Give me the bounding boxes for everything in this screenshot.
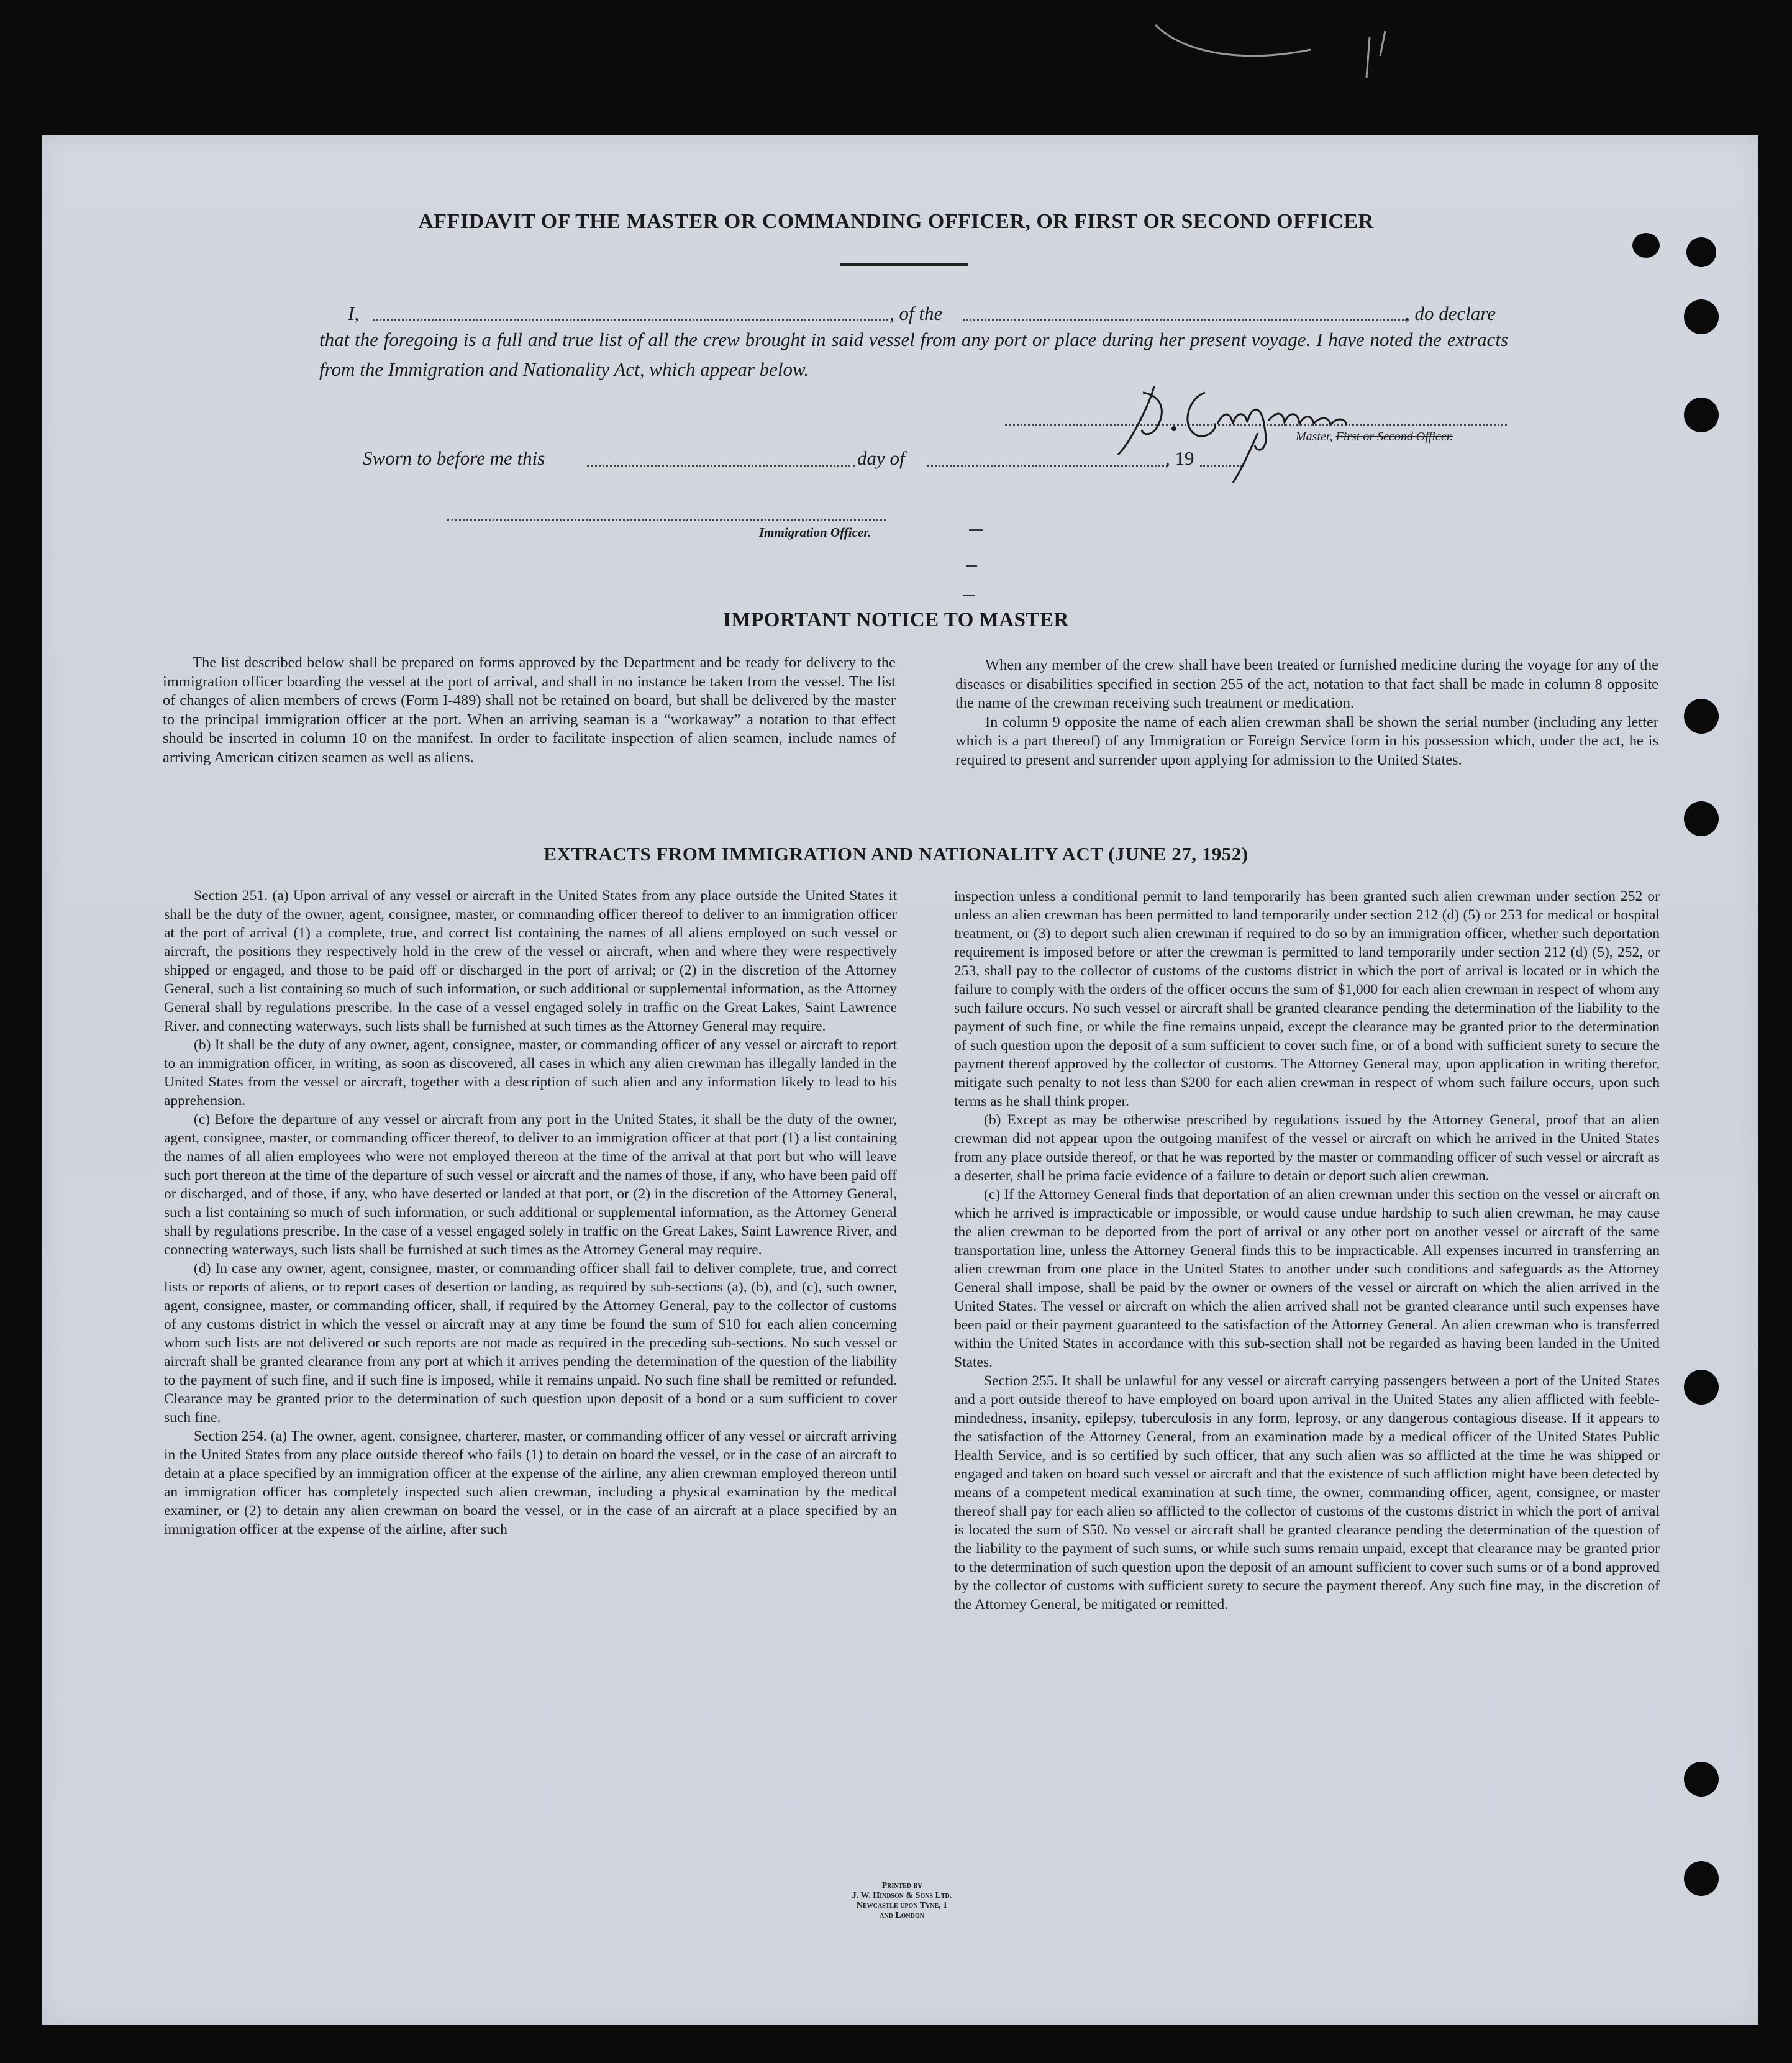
stray-mark	[969, 529, 983, 531]
binder-hole	[1684, 1762, 1719, 1797]
i-label: I,	[348, 303, 360, 324]
title-divider	[840, 263, 968, 266]
stray-mark	[966, 565, 977, 567]
do-declare-label: , do declare	[1405, 303, 1496, 324]
notice-left-column	[163, 654, 896, 767]
section-paragraph: Section 251. (a) Upon arrival of any vessel or aircraft in the United States from any place outside the United States it shall be the duty of the owner, agent, consignee, master, or commanding officer thereof to deliver to an immigration officer at the port of arrival (1) a complete, true, and correct list containing the names of all aliens employed on such vessel or aircraft, the positions they respectively hold in the crew of the vessel or aircraft, when and where they were respectively shipped or engaged, and those to be paid off or discharged in the port of arrival; or (2) in the discretion of the Attorney General, such a list containing so much of such information, or such additional or supplemental information, as the Attorney General shall by regulations prescribe. In the case of a vessel engaged solely in traffic on the Great Lakes, Saint Lawrence River, and connecting waterways, such lists shall be furnished at such times as the Attorney General may require.	[164, 888, 897, 1034]
of-the-label: , of the	[889, 303, 943, 324]
extracts-left-column	[164, 886, 897, 1539]
year-label: , 19	[1165, 447, 1194, 469]
sworn-month-blank[interactable]	[927, 465, 1168, 467]
notice-paragraph: The list described below shall be prepared on forms approved by the Department and be ready for delivery to the immigration officer boarding the vessel at the port of arrival, and shall in no instance be taken from the vessel. The list of changes of alien members of crews (Form I-489) shall not be retained on board, but shall be delivered by the master to the principal immigration officer at the port. When an arriving seaman is a “workaway” a notation to that effect should be inserted in column 10 on the manifest. In order to facilitate inspection of alien seamen, include names of arriving American citizen seamen as well as aliens.	[163, 654, 896, 766]
binder-hole	[1684, 801, 1719, 836]
binder-hole	[1684, 699, 1719, 734]
stray-mark	[963, 595, 975, 596]
printer-line: and London	[880, 1911, 924, 1920]
printer-line: Printed by	[881, 1881, 922, 1890]
section-paragraph: (c) If the Attorney General finds that deportation of an alien crewman under this section on the vessel or aircraft on which he arrived is impracticable or impossible, or would cause undue hardship to such alien crewman, he may cause the alien crewman to be deported from the port of arrival or any other port on another vessel or aircraft of the same transportation line, unless the Attorney General finds this to be impracticable. All expenses incurred in transferring an alien crewman from one place in the United States to another under such conditions and safeguards as the Attorney General shall impose, shall be paid by the owner or owners of the vessel or aircraft on which the alien arrived in the United States. The vessel or aircraft on which the alien arrived shall not be granted clearance until such expenses have been paid or their payment guaranteed to the satisfaction of the Attorney General. An alien crewman who is transferred within the United States in accordance with this sub-section shall not be regarded as having been landed in the United States.	[954, 1186, 1660, 1370]
name-blank[interactable]	[373, 319, 888, 321]
printer-line: J. W. Hindson & Sons Ltd.	[852, 1891, 952, 1900]
binder-hole	[1684, 1861, 1719, 1896]
immigration-officer-label: Immigration Officer.	[759, 525, 871, 540]
vessel-blank[interactable]	[963, 319, 1407, 321]
section-paragraph: Section 254. (a) The owner, agent, consignee, charterer, master, or commanding officer of any vessel or aircraft arriving in the United States from any place outside thereof who fails (1) to detain on board the vessel, or in the case of an aircraft to detain at a place specified by an immigration officer at the expense of the airline, any alien crewman employed thereon until an immigration officer has completely inspected such alien crewman, including a physical examination by the medical examiner, or (2) to detain any alien crewman on board the vessel, or in the case of an aircraft at a place specified by an immigration officer at the expense of the airline, after such	[164, 1428, 897, 1537]
signature-role	[1296, 430, 1453, 444]
sworn-label: Sworn to before me this	[363, 447, 545, 469]
affidavit-title: AFFIDAVIT OF THE MASTER OR COMMANDING OFFICER, OR FIRST OR SECOND OFFICER	[418, 210, 1374, 233]
notice-title: IMPORTANT NOTICE TO MASTER	[723, 609, 1069, 631]
section-paragraph: inspection unless a conditional permit to land temporarily has been granted such alien crewman under section 252 or unless an alien crewman has been permitted to land temporarily under section 212 (d) (5) or 253 for medical or hospital treatment, or (3) to deport such alien crewman if required to do so by an immigration officer, whether such deportation requirement is imposed before or after the crewman is permitted to land temporarily under section 212 (d) (5), 252, or 253, shall pay to the collector of customs of the customs district in which the port of arrival is located or in which the failure to comply with the orders of the officer occurs the sum of $1,000 for each alien crewman in respect of whom any such failure occurs. No such vessel or aircraft shall be granted clearance pending the determination of the liability to the payment of such fine, or while the fine remains unpaid, except the clearance may be granted prior to the determination of such question upon the deposit of a sum sufficient to cover such fine, or of a bond with sufficient surety to secure the payment thereof approved by the collector of customs. The Attorney General may, upon application in writing therefor, mitigate such penalty to not less than $200 for each alien crewman in respect of whom such failure occurs, upon such terms as he shall think proper.	[954, 888, 1660, 1109]
day-of-label: day of	[857, 447, 905, 469]
printer-imprint	[790, 1881, 1014, 1921]
declaration-text: that the foregoing is a full and true list of all the crew brought in said vessel from any port or place during her present voyage. I have noted the extracts from the Immigration and Nationality Act, which appear below.	[319, 329, 1508, 380]
notice-paragraph: When any member of the crew shall have been treated or furnished medicine during the voyage for any of the diseases or disabilities specified in section 255 of the act, notation to that fact shall be made in column 8 opposite the name of the crewman receiving such treatment or medication.	[955, 657, 1658, 711]
notice-right-column	[955, 656, 1658, 770]
role-master: Master,	[1296, 430, 1333, 444]
binder-hole	[1632, 233, 1660, 258]
immigration-officer-line[interactable]	[447, 519, 886, 521]
binder-hole	[1684, 299, 1719, 334]
section-paragraph: (b) It shall be the duty of any owner, agent, consignee, master, or commanding officer of any vessel or aircraft to report to an immigration officer, in writing, as soon as discovered, all cases in which any alien crewman has illegally landed in the United States from the vessel or aircraft, together with a description of such alien and any information likely to lead to his apprehension.	[164, 1037, 897, 1109]
binder-hole	[1684, 398, 1719, 432]
edge-scribble	[1149, 12, 1410, 81]
binder-hole	[1684, 1370, 1719, 1405]
binder-hole	[1686, 237, 1716, 267]
section-paragraph: (c) Before the departure of any vessel or aircraft from any port in the United States, it shall be the duty of the owner, agent, consignee, master, or commanding officer thereof, to deliver to an immigration officer at that port (1) a list containing the names of all alien employees who were not employed thereon at the time of the arrival at that port but who will leave such port thereon at the time of the departure of such vessel or aircraft and the names of those, if any, who have been paid off or discharged, and of those, if any, who have deserted or landed at that port, or (2) in the discretion of the Attorney General, such a list containing so much of such information, or such additional or supplemental information, as the Attorney General shall by regulations prescribe. In the case of a vessel engaged solely in traffic on the Great Lakes, Saint Lawrence River, and connecting waterways, such lists shall be furnished at such times as the Attorney General may require.	[164, 1111, 897, 1258]
role-struck: First or Second Officer.	[1335, 430, 1453, 444]
extracts-right-column	[954, 887, 1660, 1614]
section-paragraph: (d) In case any owner, agent, consignee, master, or commanding officer shall fail to deliver complete, true, and correct lists or reports of aliens, or to report cases of desertion or landing, as required by sub-sections (a), (b), and (c), such owner, agent, consignee, master, or commanding officer, shall, if required by the Attorney General, pay to the collector of customs of any customs district in which the vessel or aircraft may at any time be found the sum of $10 for each alien concerning whom such lists are not delivered or such reports are not made as required in the preceding sub-sections. No such vessel or aircraft shall be granted clearance from any port at which it arrives pending the determination of the question of the liability to the payment of such fine, and if such fine is imposed, while it remains unpaid. No such fine shall be remitted or refunded. Clearance may be granted prior to the determination of such question upon deposit of a bond or a sum sufficient to cover such fine.	[164, 1260, 897, 1426]
extracts-title: EXTRACTS FROM IMMIGRATION AND NATIONALITY ACT (JUNE 27, 1952)	[544, 843, 1248, 865]
printer-line: Newcastle upon Tyne, 1	[856, 1901, 948, 1910]
sworn-year-blank[interactable]	[1200, 465, 1242, 467]
section-paragraph: Section 255. It shall be unlawful for any vessel or aircraft carrying passengers between a port of the United States and a port outside thereof to have employed on board upon arrival in the United States any alien afflicted with feeble-mindedness, insanity, epilepsy, tuberculosis in any form, leprosy, or any dangerous contagious disease. If it appears to the satisfaction of the Attorney General, from an examination made by a medical officer of the United States Public Health Service, and is so certified by such officer, that any such alien was so afflicted at the time he was shipped or engaged and taken on board such vessel or aircraft and that the existence of such affliction might have been detected by means of a competent medical examination at such time, the owner, commanding officer, agent, consignee, or master thereof shall pay for each alien so afflicted to the collector of customs of the customs district in which the port of arrival is located the sum of $50. No vessel or aircraft shall be granted clearance pending the determination of the question of the liability to the payment of such sums, or while such sums remain unpaid, except that clearance may be granted prior to the determination of such question upon the deposit of an amount sufficient to cover such sums or of a bond approved by the collector of customs with sufficient surety to secure the payment thereof. Any such fine may, in the discretion of the Attorney General, be mitigated or remitted.	[954, 1373, 1660, 1613]
notice-paragraph: In column 9 opposite the name of each alien crewman shall be shown the serial number (including any letter which is a part thereof) of any Immigration or Foreign Service form in his possession which, under the act, he is required to present and surrender upon applying for admission to the United States.	[955, 713, 1658, 768]
sworn-day-blank[interactable]	[587, 465, 855, 467]
section-paragraph: (b) Except as may be otherwise prescribed by regulations issued by the Attorney General, proof that an alien crewman did not appear upon the outgoing manifest of the vessel or aircraft on which he arrived in the United States from any place outside thereof, or that he was reported by the master or commanding officer of such vessel or aircraft as a deserter, shall be prima facie evidence of a failure to detain or deport such alien crewman.	[954, 1112, 1660, 1184]
